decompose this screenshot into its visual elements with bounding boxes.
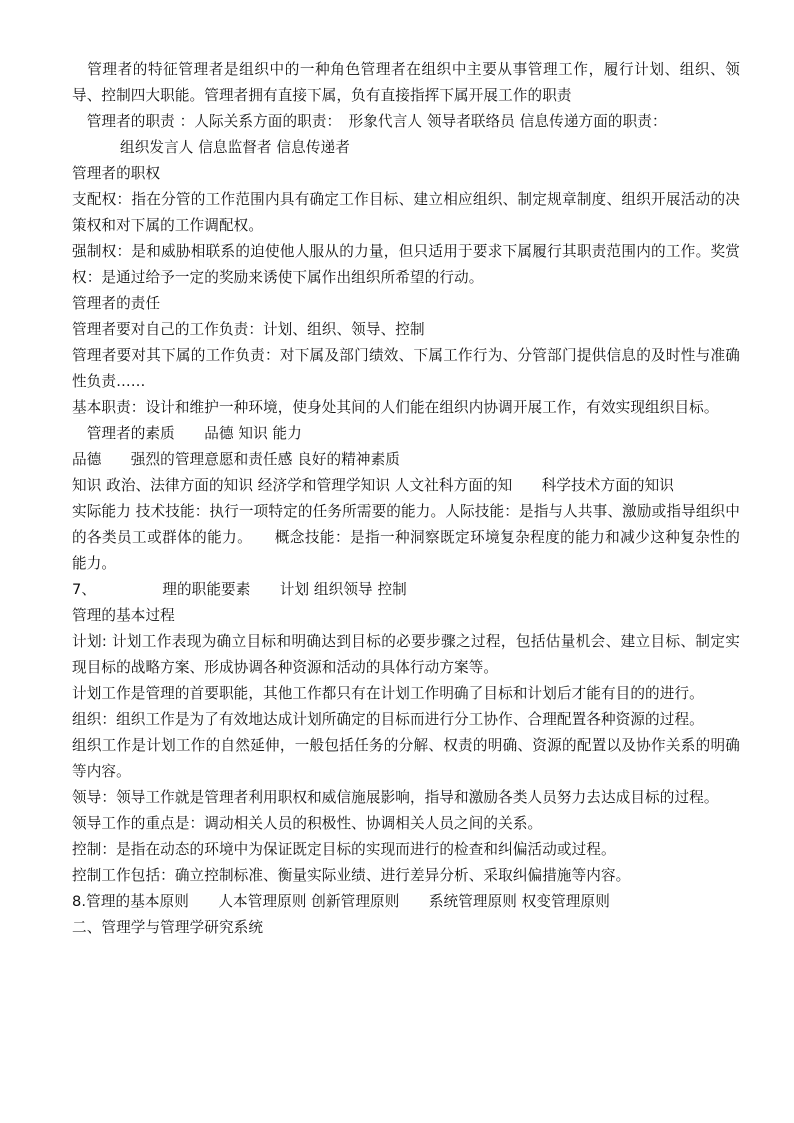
heading-management-elements: 7、 理的职能要素 计划 组织领导 控制 [72, 581, 407, 598]
heading-management-process: 管理的基本过程 [72, 607, 175, 624]
paragraph-leading-focus: 领导工作的重点是：调动相关人员的积极性、协调相关人员之间的关系。 [72, 815, 543, 832]
paragraph-self-responsibility: 管理者要对自己的工作负责：计划、组织、领导、控制 [72, 321, 425, 338]
paragraph-morality: 品德 强烈的管理意愿和责任感 良好的精神素质 [72, 451, 401, 468]
paragraph-coercive-power: 强制权：是和威胁相联系的迫使他人服从的力量，但只适用于要求下属履行其职责范围内的工作。奖赏权：是通过给予一定的奖励来诱使下属作出组织所希望的行动。 [72, 243, 740, 286]
paragraph-controlling: 控制：是指在动态的环境中为保证既定目标的实现而进行的检查和纠偏活动或过程。 [72, 841, 616, 858]
paragraph-organizing: 组织：组织工作是为了有效地达成计划所确定的目标而进行分工协作、合理配置各种资源的过程。 [72, 711, 704, 728]
paragraph-subordinate-responsibility: 管理者要对其下属的工作负责：对下属及部门绩效、下属工作行为、分管部门提供信息的及时性与准确性负责…… [72, 347, 740, 390]
heading-basic-principles: 8.管理的基本原则 人本管理原则 创新管理原则 系统管理原则 权变管理原则 [72, 893, 610, 910]
paragraph-abilities: 实际能力 技术技能：执行一项特定的任务所需要的能力。人际技能：是指与人共事、激励或指导组织中的各类员工或群体的能力。 概念技能：是指一种洞察既定环境复杂程度的能力和减少这种复杂性的能力。 [72, 503, 740, 572]
paragraph-knowledge: 知识 政治、法律方面的知识 经济学和管理学知识 人文社科方面的知 科学技术方面的知识 [72, 477, 674, 494]
paragraph-dominance-power: 支配权：指在分管的工作范围内具有确定工作目标、建立相应组织、制定规章制度、组织开展活动的决策权和对下属的工作调配权。 [72, 191, 740, 234]
paragraph-manager-duties-cont: 组织发言人 信息监督者 信息传递者 [120, 139, 350, 156]
heading-manager-qualities: 管理者的素质 品德 知识 能力 [72, 425, 302, 442]
document-page [72, 57, 740, 941]
paragraph-planning-primary: 计划工作是管理的首要职能，其他工作都只有在计划工作明确了目标和计划后才能有目的的进行。 [72, 685, 704, 702]
paragraph-manager-features: 管理者的特征管理者是组织中的一种角色管理者在组织中主要从事管理工作，履行计划、组织、领导、控制四大职能。管理者拥有直接下属，负有直接指挥下属开展工作的职责 [72, 61, 740, 104]
paragraph-leading: 领导：领导工作就是管理者利用职权和威信施展影响，指导和激励各类人员努力去达成目标的过程。 [72, 789, 719, 806]
paragraph-organizing-extension: 组织工作是计划工作的自然延伸，一般包括任务的分解、权责的明确、资源的配置以及协作关系的明确等内容。 [72, 737, 740, 780]
heading-manager-powers: 管理者的职权 [72, 165, 161, 182]
paragraph-basic-duty: 基本职责：设计和维护一种环境，使身处其间的人们能在组织内协调开展工作，有效实现组织目标。 [72, 399, 719, 416]
paragraph-planning: 计划: 计划工作表现为确立目标和明确达到目标的必要步骤之过程，包括估量机会、建立目标、制定实现目标的战略方案、形成协调各种资源和活动的具体行动方案等。 [72, 633, 740, 676]
heading-manager-responsibilities: 管理者的责任 [72, 295, 161, 312]
paragraph-controlling-includes: 控制工作包括：确立控制标准、衡量实际业绩、进行差异分析、采取纠偏措施等内容。 [72, 867, 631, 884]
paragraph-manager-duties: 管理者的职责 ：人际关系方面的职责： 形象代言人 领导者联络员 信息传递方面的职责： [72, 113, 667, 130]
heading-section-two: 二、管理学与管理学研究系统 [72, 919, 264, 936]
